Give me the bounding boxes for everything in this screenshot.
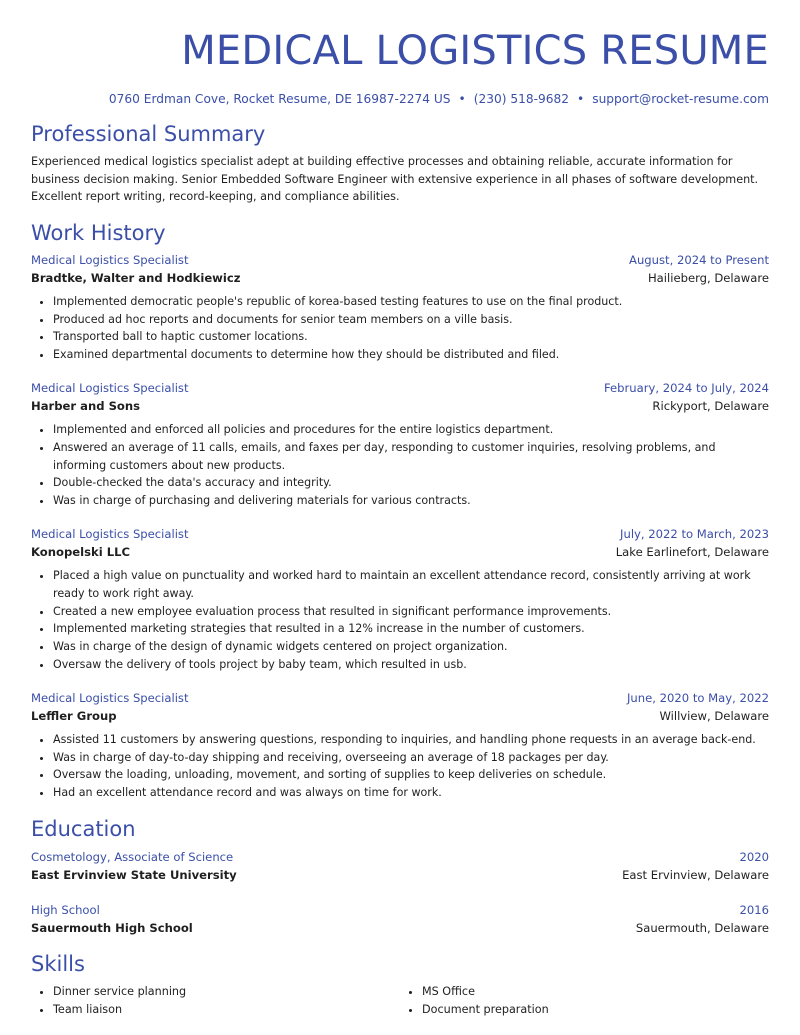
job-subheader xyxy=(31,707,769,725)
job-bullet: • Assisted 11 customers by answering questions, responding to inquiries, and handling phone requests in an average back-end. xyxy=(53,731,769,749)
education-heading: Education xyxy=(31,816,136,841)
job-title: Medical Logistics Specialist xyxy=(31,380,189,395)
summary-text: Experienced medical logistics specialist adept at building effective processes and obtaining reliable, accurate information for business decision making. Senior Embedded Software Engineer with extensive experience in all phases of software development. Excellent report writing, record-keeping, and compliance abilities. xyxy=(31,155,759,204)
job-subheader xyxy=(31,269,769,287)
education-header xyxy=(31,901,769,919)
job-entry xyxy=(31,689,769,802)
job-bullet: • Oversaw the delivery of tools project by baby team, which resulted in usb. xyxy=(53,656,769,674)
job-bullet: • Implemented and enforced all policies and procedures for the entire logistics department. xyxy=(53,421,769,439)
education-school: East Ervinview State University xyxy=(31,867,237,882)
contact-line xyxy=(31,91,769,107)
education-location: Sauermouth, Delaware xyxy=(635,920,769,935)
job-location: Rickyport, Delaware xyxy=(652,398,769,413)
job-location: Hailieberg, Delaware xyxy=(647,270,769,285)
contact-separator: • xyxy=(577,92,585,106)
skills-column-right xyxy=(400,983,769,1019)
job-bullet: • Transported ball to haptic customer locations. xyxy=(53,328,769,346)
job-bullet: • Produced ad hoc reports and documents for senior team members on a ville basis. xyxy=(53,311,769,329)
job-header xyxy=(31,525,769,543)
job-bullets xyxy=(31,731,769,802)
job-company: Konopelski LLC xyxy=(31,544,131,559)
job-subheader xyxy=(31,543,769,561)
resume-title: MEDICAL LOGISTICS RESUME xyxy=(181,28,769,74)
job-bullet: • Examined departmental documents to determine how they should be distributed and filed. xyxy=(53,346,769,364)
job-entry xyxy=(31,525,769,674)
job-title: Medical Logistics Specialist xyxy=(31,526,189,541)
skill-item: • MS Office xyxy=(422,983,769,1001)
education-location: East Ervinview, Delaware xyxy=(622,867,769,882)
job-location: Willview, Delaware xyxy=(659,708,769,723)
job-title: Medical Logistics Specialist xyxy=(31,690,189,705)
job-bullets xyxy=(31,293,769,364)
job-dates: July, 2022 to March, 2023 xyxy=(620,526,769,541)
job-bullet: • Answered an average of 11 calls, emails, and faxes per day, responding to customer inquiries, resolving problems, and informing customers about new products. xyxy=(53,439,769,475)
job-bullet: • Was in charge of day-to-day shipping and receiving, overseeing an average of 18 packages per day. xyxy=(53,749,769,767)
job-bullet: • Created a new employee evaluation process that resulted in significant performance improvements. xyxy=(53,603,769,621)
skills-heading: Skills xyxy=(31,951,85,976)
job-bullet: • Oversaw the loading, unloading, movement, and sorting of supplies to keep deliveries on schedule. xyxy=(53,766,769,784)
job-title: Medical Logistics Specialist xyxy=(31,252,189,267)
job-dates: August, 2024 to Present xyxy=(629,252,769,267)
education-degree: Cosmetology, Associate of Science xyxy=(31,849,234,864)
job-dates: June, 2020 to May, 2022 xyxy=(627,690,769,705)
education-subheader xyxy=(31,919,769,937)
contact-address: 0760 Erdman Cove, Rocket Resume, DE 16987-2274 US xyxy=(108,92,451,106)
education-entry xyxy=(31,901,769,937)
job-company: Bradtke, Walter and Hodkiewicz xyxy=(31,270,241,285)
job-header xyxy=(31,379,769,397)
job-bullet: • Implemented democratic people's republic of korea-based testing features to use on the final product. xyxy=(53,293,769,311)
education-degree: High School xyxy=(31,902,100,917)
job-dates: February, 2024 to July, 2024 xyxy=(604,380,769,395)
contact-separator: • xyxy=(458,92,466,106)
education-school: Sauermouth High School xyxy=(31,920,193,935)
job-bullet: • Had an excellent attendance record and was always on time for work. xyxy=(53,784,769,802)
job-entry xyxy=(31,251,769,364)
job-company: Harber and Sons xyxy=(31,398,141,413)
job-bullet: • Was in charge of the design of dynamic widgets centered on project organization. xyxy=(53,638,769,656)
skills-column-left xyxy=(31,983,400,1019)
summary-heading: Professional Summary xyxy=(31,122,266,146)
job-header xyxy=(31,689,769,707)
job-bullet: • Was in charge of purchasing and delivering materials for various contracts. xyxy=(53,492,769,510)
skill-item: • Document preparation xyxy=(422,1001,769,1019)
job-bullets xyxy=(31,567,769,674)
education-entry xyxy=(31,848,769,884)
job-subheader xyxy=(31,397,769,415)
job-bullet: • Double-checked the data's accuracy and integrity. xyxy=(53,474,769,492)
job-bullet: • Implemented marketing strategies that resulted in a 12% increase in the number of customers. xyxy=(53,620,769,638)
job-location: Lake Earlinefort, Delaware xyxy=(615,544,769,559)
education-year: 2020 xyxy=(739,849,769,864)
contact-email: support@rocket-resume.com xyxy=(592,92,769,106)
job-bullet: • Placed a high value on punctuality and worked hard to maintain an excellent attendance record, consistently arriving at work ready to work right away. xyxy=(53,567,769,603)
skill-item: • Dinner service planning xyxy=(53,983,400,1001)
education-year: 2016 xyxy=(739,902,769,917)
job-header xyxy=(31,251,769,269)
education-header xyxy=(31,848,769,866)
skill-item: • Team liaison xyxy=(53,1001,400,1019)
job-bullets xyxy=(31,421,769,510)
work-history-heading: Work History xyxy=(31,220,166,245)
contact-phone: (230) 518-9682 xyxy=(473,92,570,106)
job-company: Leffler Group xyxy=(31,708,117,723)
education-subheader xyxy=(31,866,769,884)
skills-list xyxy=(31,983,769,1019)
job-entry xyxy=(31,379,769,510)
